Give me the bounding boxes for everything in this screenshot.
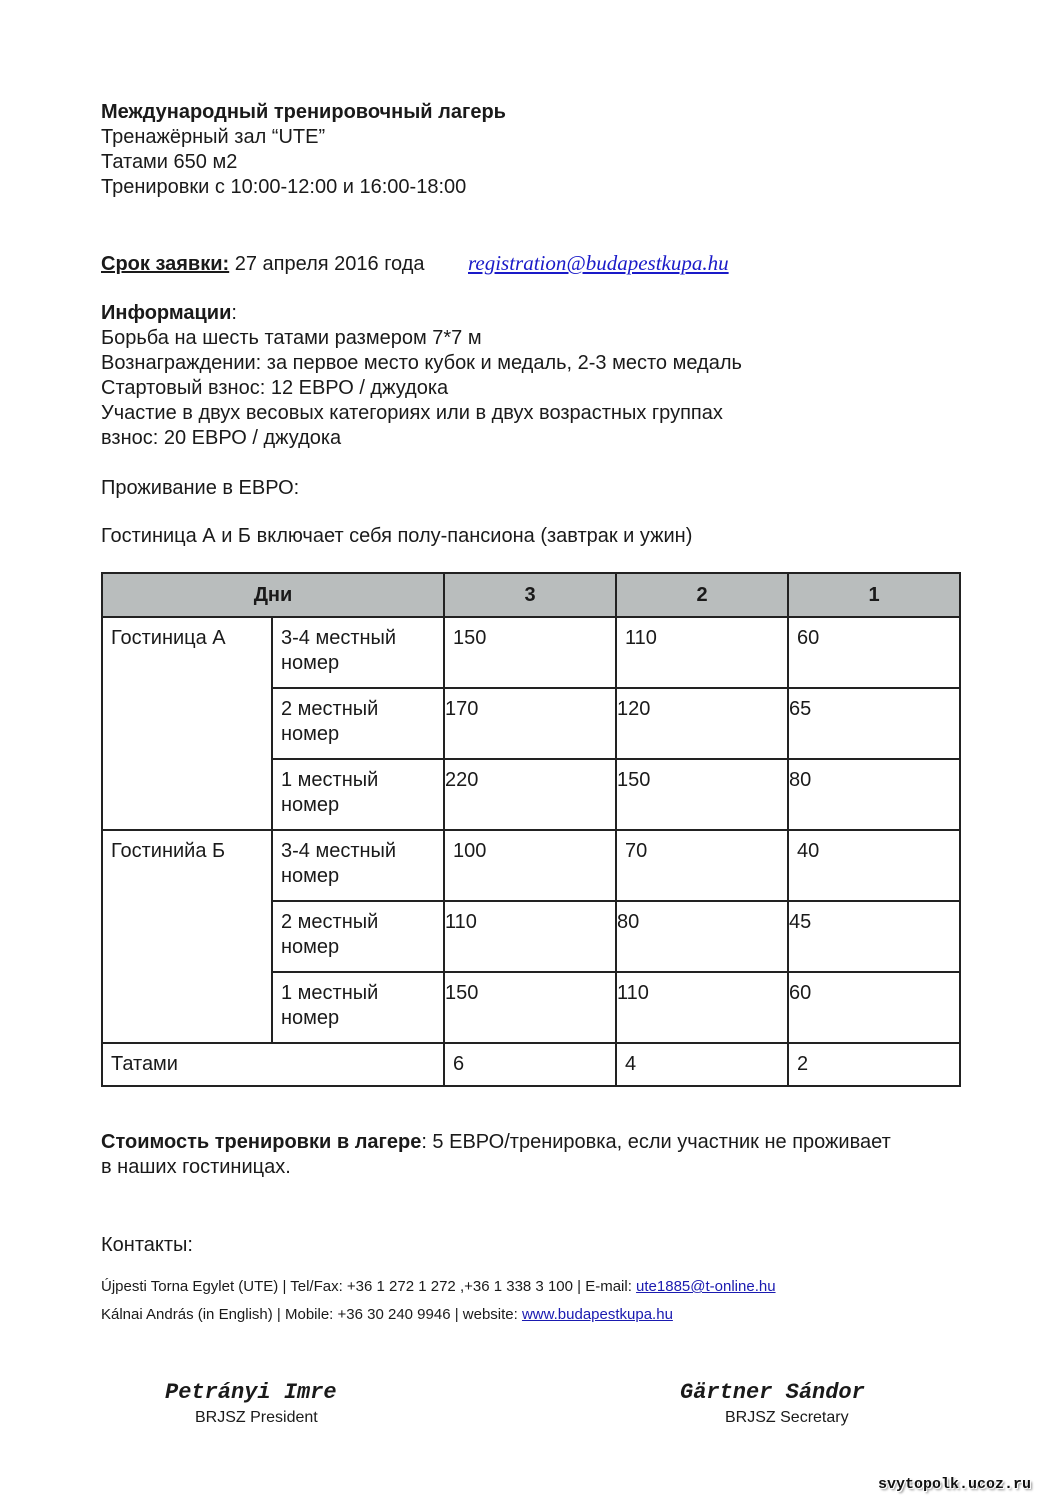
contacts-line-2 <box>101 1305 673 1325</box>
room-type: 1 местный номер <box>272 759 444 830</box>
registration-email-link[interactable] <box>468 251 729 277</box>
price-cell: 110 <box>616 972 788 1043</box>
room-type: 1 местный номер <box>272 972 444 1043</box>
header-col-3: 3 <box>444 573 616 617</box>
website-link[interactable]: www.budapestkupa.hu <box>521 1306 673 1323</box>
training-cost-line <box>101 1130 891 1155</box>
contact-email-link[interactable]: ute1885@t-online.hu <box>636 1278 776 1295</box>
room-type: 2 местный номер <box>272 688 444 759</box>
contacts-line-1 <box>101 1277 776 1297</box>
info-line-4: Участие в двух весовых категориях или в двух возрастных группах <box>101 402 723 424</box>
accommodation-title: Проживание в ЕВРО: <box>101 477 300 499</box>
deadline-line <box>101 252 425 277</box>
table-row-tatami <box>102 1043 960 1086</box>
price-cell: 100 <box>444 830 616 901</box>
price-table <box>101 572 961 1087</box>
schedule-line: Тренировки с 10:00-12:00 и 16:00-18:00 <box>101 176 467 198</box>
contacts-title: Контакты: <box>101 1234 193 1256</box>
price-cell: 110 <box>444 901 616 972</box>
training-cost-line-2: в наших гостиницах. <box>101 1156 291 1178</box>
price-cell: 45 <box>788 901 960 972</box>
info-line-3: Стартовый взнос: 12 ЕВРО / джудока <box>101 377 449 399</box>
signature-secretary-role: BRJSZ Secretary <box>725 1409 849 1426</box>
header-col-1: 1 <box>788 573 960 617</box>
price-cell: 150 <box>444 972 616 1043</box>
header-days: Дни <box>102 573 444 617</box>
info-line-1: Борьба на шесть татами размером 7*7 м <box>101 327 482 349</box>
price-cell: 70 <box>616 830 788 901</box>
price-cell: 150 <box>616 759 788 830</box>
header-col-2: 2 <box>616 573 788 617</box>
price-cell: 120 <box>616 688 788 759</box>
info-colon: : <box>231 302 237 324</box>
registration-email[interactable]: registration@budapestkupa.hu <box>468 251 729 275</box>
info-label: Информации <box>101 302 232 324</box>
price-cell: 80 <box>788 759 960 830</box>
price-cell: 60 <box>788 972 960 1043</box>
venue-line: Тренажёрный зал “UTE” <box>101 126 326 148</box>
training-cost-label: Стоимость тренировки в лагере <box>101 1131 422 1153</box>
tatami-cell: 4 <box>616 1043 788 1086</box>
tatami-cell: 6 <box>444 1043 616 1086</box>
info-line-5: взнос: 20 ЕВРО / джудока <box>101 427 342 449</box>
table-row <box>102 830 960 901</box>
contacts-line-2-text: Kálnai András (in English) | Mobile: +36 30 240 9946 | website: <box>101 1306 522 1323</box>
price-cell: 170 <box>444 688 616 759</box>
hotel-a-name: Гостиница А <box>102 617 272 830</box>
tatami-label: Татами <box>102 1043 444 1086</box>
price-cell: 150 <box>444 617 616 688</box>
tatami-cell: 2 <box>788 1043 960 1086</box>
room-type: 3-4 местный номер <box>272 830 444 901</box>
document-title: Международный тренировочный лагерь <box>101 101 506 123</box>
signature-president-name: Petrányi Imre <box>165 1380 337 1405</box>
table-header-row <box>102 573 960 617</box>
signature-secretary-name: Gärtner Sándor <box>680 1380 865 1405</box>
price-cell: 65 <box>788 688 960 759</box>
info-line-2: Вознаграждении: за первое место кубок и медаль, 2-3 место медаль <box>101 352 742 374</box>
tatami-line: Татами 650 м2 <box>101 151 238 173</box>
accommodation-note: Гостиница А и Б включает себя полу-пансиона (завтрак и ужин) <box>101 525 693 547</box>
price-cell: 110 <box>616 617 788 688</box>
info-heading <box>101 301 237 326</box>
price-cell: 40 <box>788 830 960 901</box>
hotel-b-name: Гостинийа Б <box>102 830 272 1043</box>
deadline-label: Срок заявки: <box>101 253 230 275</box>
training-cost-text: : 5 ЕВРО/тренировка, если участник не проживает <box>421 1131 891 1153</box>
signature-president-role: BRJSZ President <box>195 1409 318 1426</box>
contacts-line-1-text: Újpesti Torna Egylet (UTE) | Tel/Fax: +36 1 272 1 272 ,+36 1 338 3 100 | E-mail: <box>101 1278 637 1295</box>
table-row <box>102 617 960 688</box>
deadline-date: 27 апреля 2016 года <box>229 253 425 275</box>
price-cell: 60 <box>788 617 960 688</box>
room-type: 2 местный номер <box>272 901 444 972</box>
room-type: 3-4 местный номер <box>272 617 444 688</box>
watermark: svytopolk.ucoz.ru <box>878 1476 1032 1493</box>
price-cell: 220 <box>444 759 616 830</box>
price-cell: 80 <box>616 901 788 972</box>
